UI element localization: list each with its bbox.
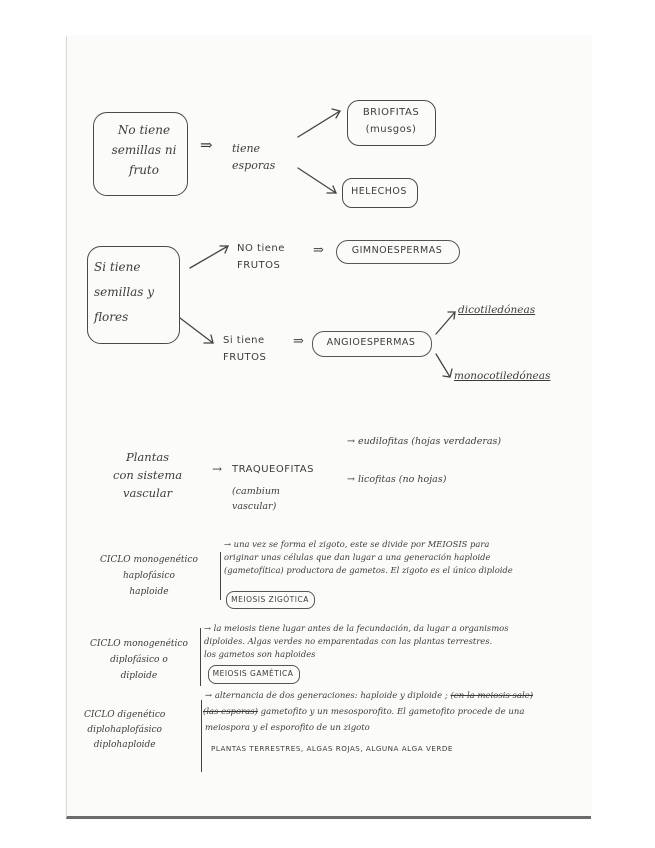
cycle3-line3: meiospora y el esporofito de un zigoto — [205, 723, 370, 733]
arrow-traq: → — [212, 462, 223, 476]
cycle2-label: CICLO monogenético diplofásico o diploide — [90, 639, 188, 681]
monocot-text: monocotiledóneas — [454, 370, 551, 382]
cycle3-line1-text: → alternancia de dos generaciones: haploide y diploide ; — [205, 691, 448, 701]
implies-arrow: ⇒ — [200, 136, 213, 154]
has-spores-text: tiene esporas — [232, 142, 276, 172]
arrow-to-yes-fruits — [180, 318, 213, 343]
briofitas-text: BRIOFITAS (musgos) — [362, 107, 420, 135]
cycle1-tag: MEIOSIS ZIGÓTICA — [231, 595, 309, 604]
cycle3-line4: PLANTAS TERRESTRES, ALGAS ROJAS, ALGUNA ALGA VERDE — [211, 744, 453, 753]
cycle2-text: → la meiosis tiene lugar antes de la fecundación, da lugar a organismos diploides. Algas verdes no emparentadas con las plantas terrestres. los gametos son haploides — [204, 623, 509, 659]
no-fruits-text: NO tiene FRUTOS — [237, 243, 285, 271]
licofitas-text: → licofitas (no hojas) — [347, 474, 447, 485]
cycle3-label: CICLO digenético diplohaplofásico diplohaploide — [84, 710, 166, 750]
cycle3-line2-text: gametofito y un mesosporofito. El gametofito procede de una — [257, 707, 525, 717]
arrow-to-dicot — [436, 312, 455, 334]
no-seeds-text: No tiene semillas ni fruto — [111, 123, 177, 177]
helechos-text: HELECHOS — [351, 186, 407, 197]
arrow-to-no-fruits — [190, 246, 228, 268]
cycle3-line1-struck: (en la meiosis sale) — [450, 691, 534, 701]
cycle3-line2-struck: (las esporas) — [203, 707, 258, 717]
gimnospermas-text: GIMNOESPERMAS — [351, 245, 443, 256]
angiospermas-text: ANGIOESPERMAS — [326, 337, 416, 348]
cycle2-tag: MEIOSIS GAMÉTICA — [212, 669, 294, 678]
cycle1-text: → una vez se forma el zigoto, este se divide por MEIOSIS para originar unas células que dan lugar a una generación haploide (gametofítica) productora de gametos. El zigoto es el único diploide — [224, 539, 513, 575]
arrow-to-briofitas — [298, 111, 340, 137]
yes-fruits-text: Si tiene FRUTOS — [223, 335, 267, 363]
eudilofitas-text: → eudilofitas (hojas verdaderas) — [347, 436, 502, 447]
dicot-text: dicotiledóneas — [458, 304, 536, 316]
cycle1-label: CICLO monogenético haplofásico haploide — [100, 555, 198, 597]
seeds-flowers-text: Si tiene semillas y flores — [94, 260, 155, 324]
cambium-text: (cambium vascular) — [232, 486, 280, 512]
arrow-to-monocot — [436, 354, 450, 377]
vascular-plants-text: Plantas con sistema vascular — [113, 450, 183, 500]
traqueofitas-text: TRAQUEOFITAS — [232, 464, 314, 475]
implies-arrow-gimno: ⇒ — [313, 243, 324, 258]
implies-arrow-angio: ⇒ — [293, 334, 304, 349]
arrow-to-helechos — [298, 168, 336, 193]
